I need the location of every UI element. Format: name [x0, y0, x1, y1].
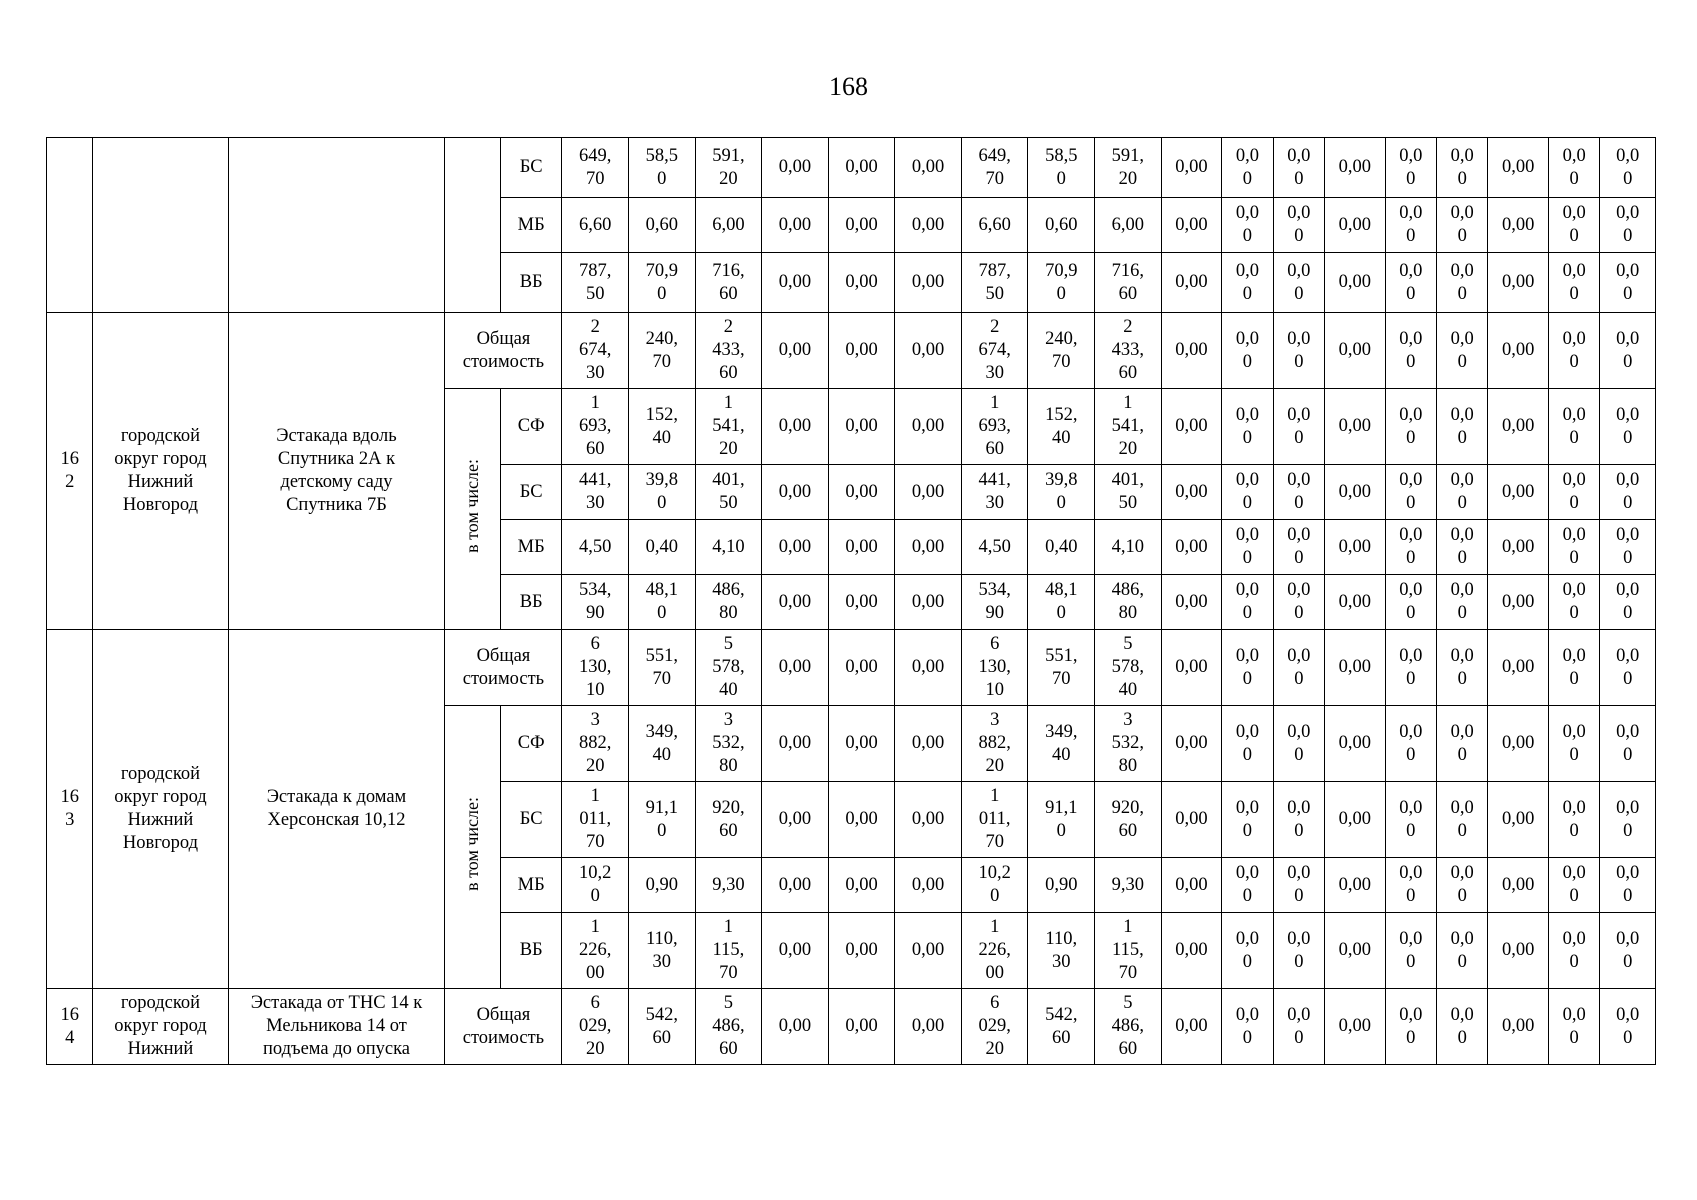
funding-source-label: СФ — [500, 706, 562, 782]
value-cell: 0,00 — [1488, 465, 1549, 520]
in-total-cell — [445, 138, 500, 313]
value-cell: 486, 80 — [1095, 575, 1162, 630]
object-name-cell: Эстакада к домам Херсонская 10,12 — [228, 630, 445, 989]
value-cell: 0,0 0 — [1385, 198, 1436, 253]
value-cell: 48,1 0 — [1028, 575, 1095, 630]
value-cell: 0,0 0 — [1222, 520, 1273, 575]
value-cell: 0,00 — [828, 389, 895, 465]
funding-source-label: БС — [500, 782, 562, 858]
value-cell: 0,0 0 — [1600, 198, 1656, 253]
funding-source-label: МБ — [500, 858, 562, 913]
value-cell: 0,00 — [1325, 138, 1386, 198]
value-cell: 0,00 — [762, 389, 829, 465]
value-cell: 0,0 0 — [1600, 389, 1656, 465]
row-number-cell — [47, 138, 93, 313]
value-cell: 6,60 — [961, 198, 1028, 253]
value-cell: 0,0 0 — [1273, 989, 1324, 1065]
value-cell: 0,00 — [828, 253, 895, 313]
value-cell: 542, 60 — [629, 989, 696, 1065]
value-cell: 0,0 0 — [1600, 858, 1656, 913]
value-cell: 0,00 — [895, 253, 962, 313]
value-cell: 1 693, 60 — [961, 389, 1028, 465]
value-cell: 39,8 0 — [1028, 465, 1095, 520]
value-cell: 0,0 0 — [1600, 465, 1656, 520]
value-cell: 4,10 — [695, 520, 762, 575]
value-cell: 0,0 0 — [1222, 313, 1273, 389]
value-cell: 0,0 0 — [1548, 389, 1599, 465]
value-cell: 0,00 — [1161, 989, 1222, 1065]
value-cell: 0,00 — [895, 858, 962, 913]
value-cell: 0,0 0 — [1273, 858, 1324, 913]
value-cell: 3 882, 20 — [961, 706, 1028, 782]
value-cell: 58,5 0 — [1028, 138, 1095, 198]
value-cell: 0,0 0 — [1273, 389, 1324, 465]
row-number-cell: 16 4 — [47, 989, 93, 1065]
value-cell: 0,0 0 — [1600, 782, 1656, 858]
value-cell: 0,0 0 — [1385, 520, 1436, 575]
value-cell: 0,0 0 — [1273, 465, 1324, 520]
value-cell: 0,00 — [762, 138, 829, 198]
value-cell: 0,0 0 — [1222, 630, 1273, 706]
value-cell: 0,0 0 — [1385, 706, 1436, 782]
value-cell: 1 541, 20 — [1095, 389, 1162, 465]
value-cell: 551, 70 — [1028, 630, 1095, 706]
value-cell: 0,0 0 — [1385, 575, 1436, 630]
value-cell: 152, 40 — [1028, 389, 1095, 465]
value-cell: 0,0 0 — [1548, 706, 1599, 782]
value-cell: 0,0 0 — [1273, 138, 1324, 198]
value-cell: 0,0 0 — [1600, 706, 1656, 782]
value-cell: 0,00 — [828, 465, 895, 520]
value-cell: 551, 70 — [629, 630, 696, 706]
value-cell: 0,00 — [828, 313, 895, 389]
value-cell: 0,0 0 — [1548, 575, 1599, 630]
value-cell: 0,00 — [895, 465, 962, 520]
value-cell: 6 029, 20 — [562, 989, 629, 1065]
value-cell: 0,00 — [1488, 630, 1549, 706]
value-cell: 0,00 — [1161, 575, 1222, 630]
cost-table — [46, 137, 1656, 1065]
value-cell: 6 029, 20 — [961, 989, 1028, 1065]
table-row — [47, 138, 1656, 198]
value-cell: 0,0 0 — [1436, 575, 1487, 630]
value-cell: 0,00 — [1488, 706, 1549, 782]
value-cell: 39,8 0 — [629, 465, 696, 520]
value-cell: 0,0 0 — [1273, 520, 1324, 575]
funding-source-label: МБ — [500, 198, 562, 253]
value-cell: 0,0 0 — [1222, 465, 1273, 520]
value-cell: 0,00 — [895, 389, 962, 465]
total-cost-label: Общая стоимость — [445, 630, 562, 706]
value-cell: 2 433, 60 — [1095, 313, 1162, 389]
value-cell: 0,0 0 — [1548, 782, 1599, 858]
value-cell: 0,0 0 — [1548, 520, 1599, 575]
value-cell: 0,00 — [1161, 630, 1222, 706]
value-cell: 0,60 — [629, 198, 696, 253]
value-cell: 0,0 0 — [1436, 520, 1487, 575]
table-row — [47, 630, 1656, 706]
value-cell: 0,00 — [1161, 782, 1222, 858]
value-cell: 0,90 — [629, 858, 696, 913]
value-cell: 0,00 — [828, 575, 895, 630]
district-cell — [93, 138, 228, 313]
value-cell: 716, 60 — [695, 253, 762, 313]
value-cell: 0,0 0 — [1385, 913, 1436, 989]
value-cell: 1 011, 70 — [562, 782, 629, 858]
total-cost-label: Общая стоимость — [445, 989, 562, 1065]
funding-source-label: БС — [500, 465, 562, 520]
value-cell: 0,00 — [1325, 520, 1386, 575]
object-name-cell: Эстакада от ТНС 14 к Мельникова 14 от подъема до опуска — [228, 989, 445, 1065]
value-cell: 349, 40 — [629, 706, 696, 782]
value-cell: 0,0 0 — [1436, 253, 1487, 313]
value-cell: 0,00 — [1488, 782, 1549, 858]
value-cell: 152, 40 — [629, 389, 696, 465]
value-cell: 0,40 — [1028, 520, 1095, 575]
row-number-cell: 16 2 — [47, 313, 93, 630]
value-cell: 3 532, 80 — [695, 706, 762, 782]
table-row — [47, 313, 1656, 389]
value-cell: 0,0 0 — [1548, 253, 1599, 313]
value-cell: 0,0 0 — [1222, 706, 1273, 782]
value-cell: 1 226, 00 — [562, 913, 629, 989]
value-cell: 534, 90 — [961, 575, 1028, 630]
value-cell: 240, 70 — [629, 313, 696, 389]
value-cell: 0,00 — [1488, 389, 1549, 465]
value-cell: 0,00 — [1161, 858, 1222, 913]
value-cell: 0,0 0 — [1600, 520, 1656, 575]
value-cell: 0,0 0 — [1222, 138, 1273, 198]
value-cell: 0,00 — [1161, 253, 1222, 313]
value-cell: 110, 30 — [1028, 913, 1095, 989]
value-cell: 0,00 — [1161, 389, 1222, 465]
value-cell: 0,0 0 — [1548, 989, 1599, 1065]
value-cell: 0,00 — [762, 706, 829, 782]
value-cell: 6 130, 10 — [562, 630, 629, 706]
value-cell: 5 486, 60 — [695, 989, 762, 1065]
value-cell: 91,1 0 — [1028, 782, 1095, 858]
value-cell: 2 433, 60 — [695, 313, 762, 389]
value-cell: 0,0 0 — [1548, 138, 1599, 198]
value-cell: 0,00 — [895, 520, 962, 575]
value-cell: 0,00 — [1325, 253, 1386, 313]
value-cell: 0,00 — [1325, 198, 1386, 253]
value-cell: 0,0 0 — [1436, 389, 1487, 465]
value-cell: 0,00 — [828, 520, 895, 575]
value-cell: 0,00 — [762, 858, 829, 913]
value-cell: 0,0 0 — [1600, 138, 1656, 198]
total-cost-label: Общая стоимость — [445, 313, 562, 389]
value-cell: 0,00 — [1325, 465, 1386, 520]
value-cell: 1 115, 70 — [695, 913, 762, 989]
funding-source-label: ВБ — [500, 575, 562, 630]
value-cell: 0,0 0 — [1385, 782, 1436, 858]
value-cell: 1 115, 70 — [1095, 913, 1162, 989]
value-cell: 70,9 0 — [1028, 253, 1095, 313]
value-cell: 0,0 0 — [1548, 465, 1599, 520]
value-cell: 0,0 0 — [1600, 313, 1656, 389]
value-cell: 0,00 — [762, 575, 829, 630]
value-cell: 787, 50 — [562, 253, 629, 313]
value-cell: 10,2 0 — [961, 858, 1028, 913]
value-cell: 0,0 0 — [1222, 253, 1273, 313]
value-cell: 0,00 — [1161, 465, 1222, 520]
value-cell: 0,00 — [895, 913, 962, 989]
value-cell: 0,0 0 — [1222, 389, 1273, 465]
value-cell: 1 693, 60 — [562, 389, 629, 465]
value-cell: 91,1 0 — [629, 782, 696, 858]
value-cell: 4,50 — [562, 520, 629, 575]
value-cell: 0,00 — [762, 989, 829, 1065]
value-cell: 0,00 — [895, 198, 962, 253]
value-cell: 0,00 — [828, 858, 895, 913]
in-total-cell — [445, 389, 500, 630]
value-cell: 0,00 — [1325, 858, 1386, 913]
funding-source-label: МБ — [500, 520, 562, 575]
value-cell: 0,0 0 — [1436, 630, 1487, 706]
value-cell: 0,00 — [828, 630, 895, 706]
value-cell: 0,0 0 — [1548, 913, 1599, 989]
value-cell: 0,00 — [1488, 198, 1549, 253]
value-cell: 0,00 — [1488, 575, 1549, 630]
value-cell: 10,2 0 — [562, 858, 629, 913]
value-cell: 542, 60 — [1028, 989, 1095, 1065]
value-cell: 0,00 — [1325, 913, 1386, 989]
table-row — [47, 989, 1656, 1065]
value-cell: 486, 80 — [695, 575, 762, 630]
funding-source-label: ВБ — [500, 253, 562, 313]
value-cell: 2 674, 30 — [562, 313, 629, 389]
value-cell: 0,00 — [762, 630, 829, 706]
value-cell: 920, 60 — [695, 782, 762, 858]
value-cell: 441, 30 — [961, 465, 1028, 520]
value-cell: 0,0 0 — [1273, 198, 1324, 253]
value-cell: 0,60 — [1028, 198, 1095, 253]
value-cell: 5 486, 60 — [1095, 989, 1162, 1065]
value-cell: 5 578, 40 — [695, 630, 762, 706]
value-cell: 0,00 — [895, 782, 962, 858]
district-cell: городской округ город Нижний Новгород — [93, 313, 228, 630]
value-cell: 0,0 0 — [1222, 782, 1273, 858]
value-cell: 401, 50 — [1095, 465, 1162, 520]
value-cell: 0,00 — [828, 198, 895, 253]
value-cell: 48,1 0 — [629, 575, 696, 630]
value-cell: 0,40 — [629, 520, 696, 575]
value-cell: 920, 60 — [1095, 782, 1162, 858]
value-cell: 0,00 — [1161, 520, 1222, 575]
value-cell: 0,00 — [895, 575, 962, 630]
value-cell: 0,0 0 — [1436, 465, 1487, 520]
value-cell: 0,0 0 — [1548, 858, 1599, 913]
value-cell: 0,00 — [1488, 913, 1549, 989]
value-cell: 9,30 — [695, 858, 762, 913]
value-cell: 0,0 0 — [1436, 989, 1487, 1065]
value-cell: 6 130, 10 — [961, 630, 1028, 706]
value-cell: 0,0 0 — [1273, 575, 1324, 630]
value-cell: 591, 20 — [695, 138, 762, 198]
value-cell: 0,00 — [1161, 198, 1222, 253]
value-cell: 0,0 0 — [1222, 913, 1273, 989]
in-total-label: в том числе: — [462, 458, 483, 553]
value-cell: 0,00 — [1325, 782, 1386, 858]
value-cell: 0,0 0 — [1385, 138, 1436, 198]
value-cell: 0,0 0 — [1600, 913, 1656, 989]
value-cell: 0,00 — [762, 520, 829, 575]
value-cell: 0,0 0 — [1385, 313, 1436, 389]
value-cell: 0,0 0 — [1436, 858, 1487, 913]
value-cell: 0,0 0 — [1385, 630, 1436, 706]
funding-source-label: БС — [500, 138, 562, 198]
value-cell: 0,00 — [1325, 989, 1386, 1065]
value-cell: 0,0 0 — [1273, 913, 1324, 989]
value-cell: 0,00 — [895, 313, 962, 389]
value-cell: 0,90 — [1028, 858, 1095, 913]
value-cell: 649, 70 — [961, 138, 1028, 198]
value-cell: 649, 70 — [562, 138, 629, 198]
value-cell: 0,0 0 — [1273, 313, 1324, 389]
value-cell: 1 011, 70 — [961, 782, 1028, 858]
value-cell: 70,9 0 — [629, 253, 696, 313]
value-cell: 0,0 0 — [1600, 575, 1656, 630]
value-cell: 0,00 — [828, 138, 895, 198]
value-cell: 0,0 0 — [1600, 630, 1656, 706]
value-cell: 0,00 — [828, 782, 895, 858]
value-cell: 716, 60 — [1095, 253, 1162, 313]
value-cell: 0,00 — [1488, 520, 1549, 575]
value-cell: 0,0 0 — [1385, 465, 1436, 520]
value-cell: 3 532, 80 — [1095, 706, 1162, 782]
value-cell: 0,00 — [762, 465, 829, 520]
value-cell: 0,00 — [895, 630, 962, 706]
value-cell: 0,0 0 — [1385, 389, 1436, 465]
value-cell: 0,00 — [1325, 313, 1386, 389]
value-cell: 0,0 0 — [1273, 782, 1324, 858]
value-cell: 240, 70 — [1028, 313, 1095, 389]
object-name-cell — [228, 138, 445, 313]
value-cell: 0,00 — [762, 198, 829, 253]
value-cell: 0,00 — [1161, 706, 1222, 782]
value-cell: 0,00 — [1161, 913, 1222, 989]
value-cell: 0,00 — [1488, 138, 1549, 198]
value-cell: 0,0 0 — [1436, 706, 1487, 782]
in-total-cell — [445, 706, 500, 989]
value-cell: 0,00 — [1325, 706, 1386, 782]
value-cell: 110, 30 — [629, 913, 696, 989]
value-cell: 0,0 0 — [1436, 138, 1487, 198]
value-cell: 0,0 0 — [1273, 253, 1324, 313]
value-cell: 0,0 0 — [1222, 858, 1273, 913]
value-cell: 0,0 0 — [1385, 989, 1436, 1065]
value-cell: 401, 50 — [695, 465, 762, 520]
value-cell: 4,10 — [1095, 520, 1162, 575]
value-cell: 0,0 0 — [1385, 858, 1436, 913]
value-cell: 0,0 0 — [1222, 989, 1273, 1065]
value-cell: 0,00 — [895, 989, 962, 1065]
value-cell: 0,00 — [828, 706, 895, 782]
value-cell: 0,0 0 — [1436, 913, 1487, 989]
value-cell: 0,00 — [828, 913, 895, 989]
value-cell: 0,00 — [1325, 630, 1386, 706]
value-cell: 1 226, 00 — [961, 913, 1028, 989]
value-cell: 58,5 0 — [629, 138, 696, 198]
value-cell: 0,00 — [895, 138, 962, 198]
value-cell: 534, 90 — [562, 575, 629, 630]
value-cell: 4,50 — [961, 520, 1028, 575]
district-cell: городской округ город Нижний — [93, 989, 228, 1065]
value-cell: 3 882, 20 — [562, 706, 629, 782]
value-cell: 2 674, 30 — [961, 313, 1028, 389]
funding-source-label: СФ — [500, 389, 562, 465]
value-cell: 0,0 0 — [1436, 198, 1487, 253]
value-cell: 0,00 — [762, 782, 829, 858]
value-cell: 0,00 — [1161, 313, 1222, 389]
value-cell: 9,30 — [1095, 858, 1162, 913]
value-cell: 0,0 0 — [1600, 253, 1656, 313]
value-cell: 0,0 0 — [1222, 575, 1273, 630]
value-cell: 349, 40 — [1028, 706, 1095, 782]
value-cell: 0,00 — [1488, 989, 1549, 1065]
value-cell: 0,0 0 — [1436, 313, 1487, 389]
value-cell: 0,00 — [1488, 313, 1549, 389]
value-cell: 0,00 — [762, 313, 829, 389]
value-cell: 0,0 0 — [1273, 630, 1324, 706]
value-cell: 6,00 — [695, 198, 762, 253]
value-cell: 0,0 0 — [1548, 198, 1599, 253]
value-cell: 0,00 — [895, 706, 962, 782]
district-cell: городской округ город Нижний Новгород — [93, 630, 228, 989]
value-cell: 0,00 — [762, 253, 829, 313]
value-cell: 5 578, 40 — [1095, 630, 1162, 706]
value-cell: 0,00 — [1325, 575, 1386, 630]
value-cell: 787, 50 — [961, 253, 1028, 313]
value-cell: 0,0 0 — [1273, 706, 1324, 782]
value-cell: 0,0 0 — [1548, 313, 1599, 389]
value-cell: 6,00 — [1095, 198, 1162, 253]
value-cell: 1 541, 20 — [695, 389, 762, 465]
value-cell: 0,00 — [1325, 389, 1386, 465]
value-cell: 0,0 0 — [1222, 198, 1273, 253]
value-cell: 0,0 0 — [1548, 630, 1599, 706]
value-cell: 0,00 — [1488, 253, 1549, 313]
row-number-cell: 16 3 — [47, 630, 93, 989]
value-cell: 0,00 — [1161, 138, 1222, 198]
page-number: 168 — [829, 72, 868, 101]
value-cell: 0,0 0 — [1385, 253, 1436, 313]
in-total-label: в том числе: — [462, 796, 483, 891]
funding-source-label: ВБ — [500, 913, 562, 989]
value-cell: 441, 30 — [562, 465, 629, 520]
value-cell: 0,00 — [762, 913, 829, 989]
value-cell: 6,60 — [562, 198, 629, 253]
value-cell: 0,0 0 — [1600, 989, 1656, 1065]
value-cell: 0,0 0 — [1436, 782, 1487, 858]
value-cell: 0,00 — [1488, 858, 1549, 913]
object-name-cell: Эстакада вдоль Спутника 2А к детскому саду Спутника 7Б — [228, 313, 445, 630]
value-cell: 591, 20 — [1095, 138, 1162, 198]
value-cell: 0,00 — [828, 989, 895, 1065]
